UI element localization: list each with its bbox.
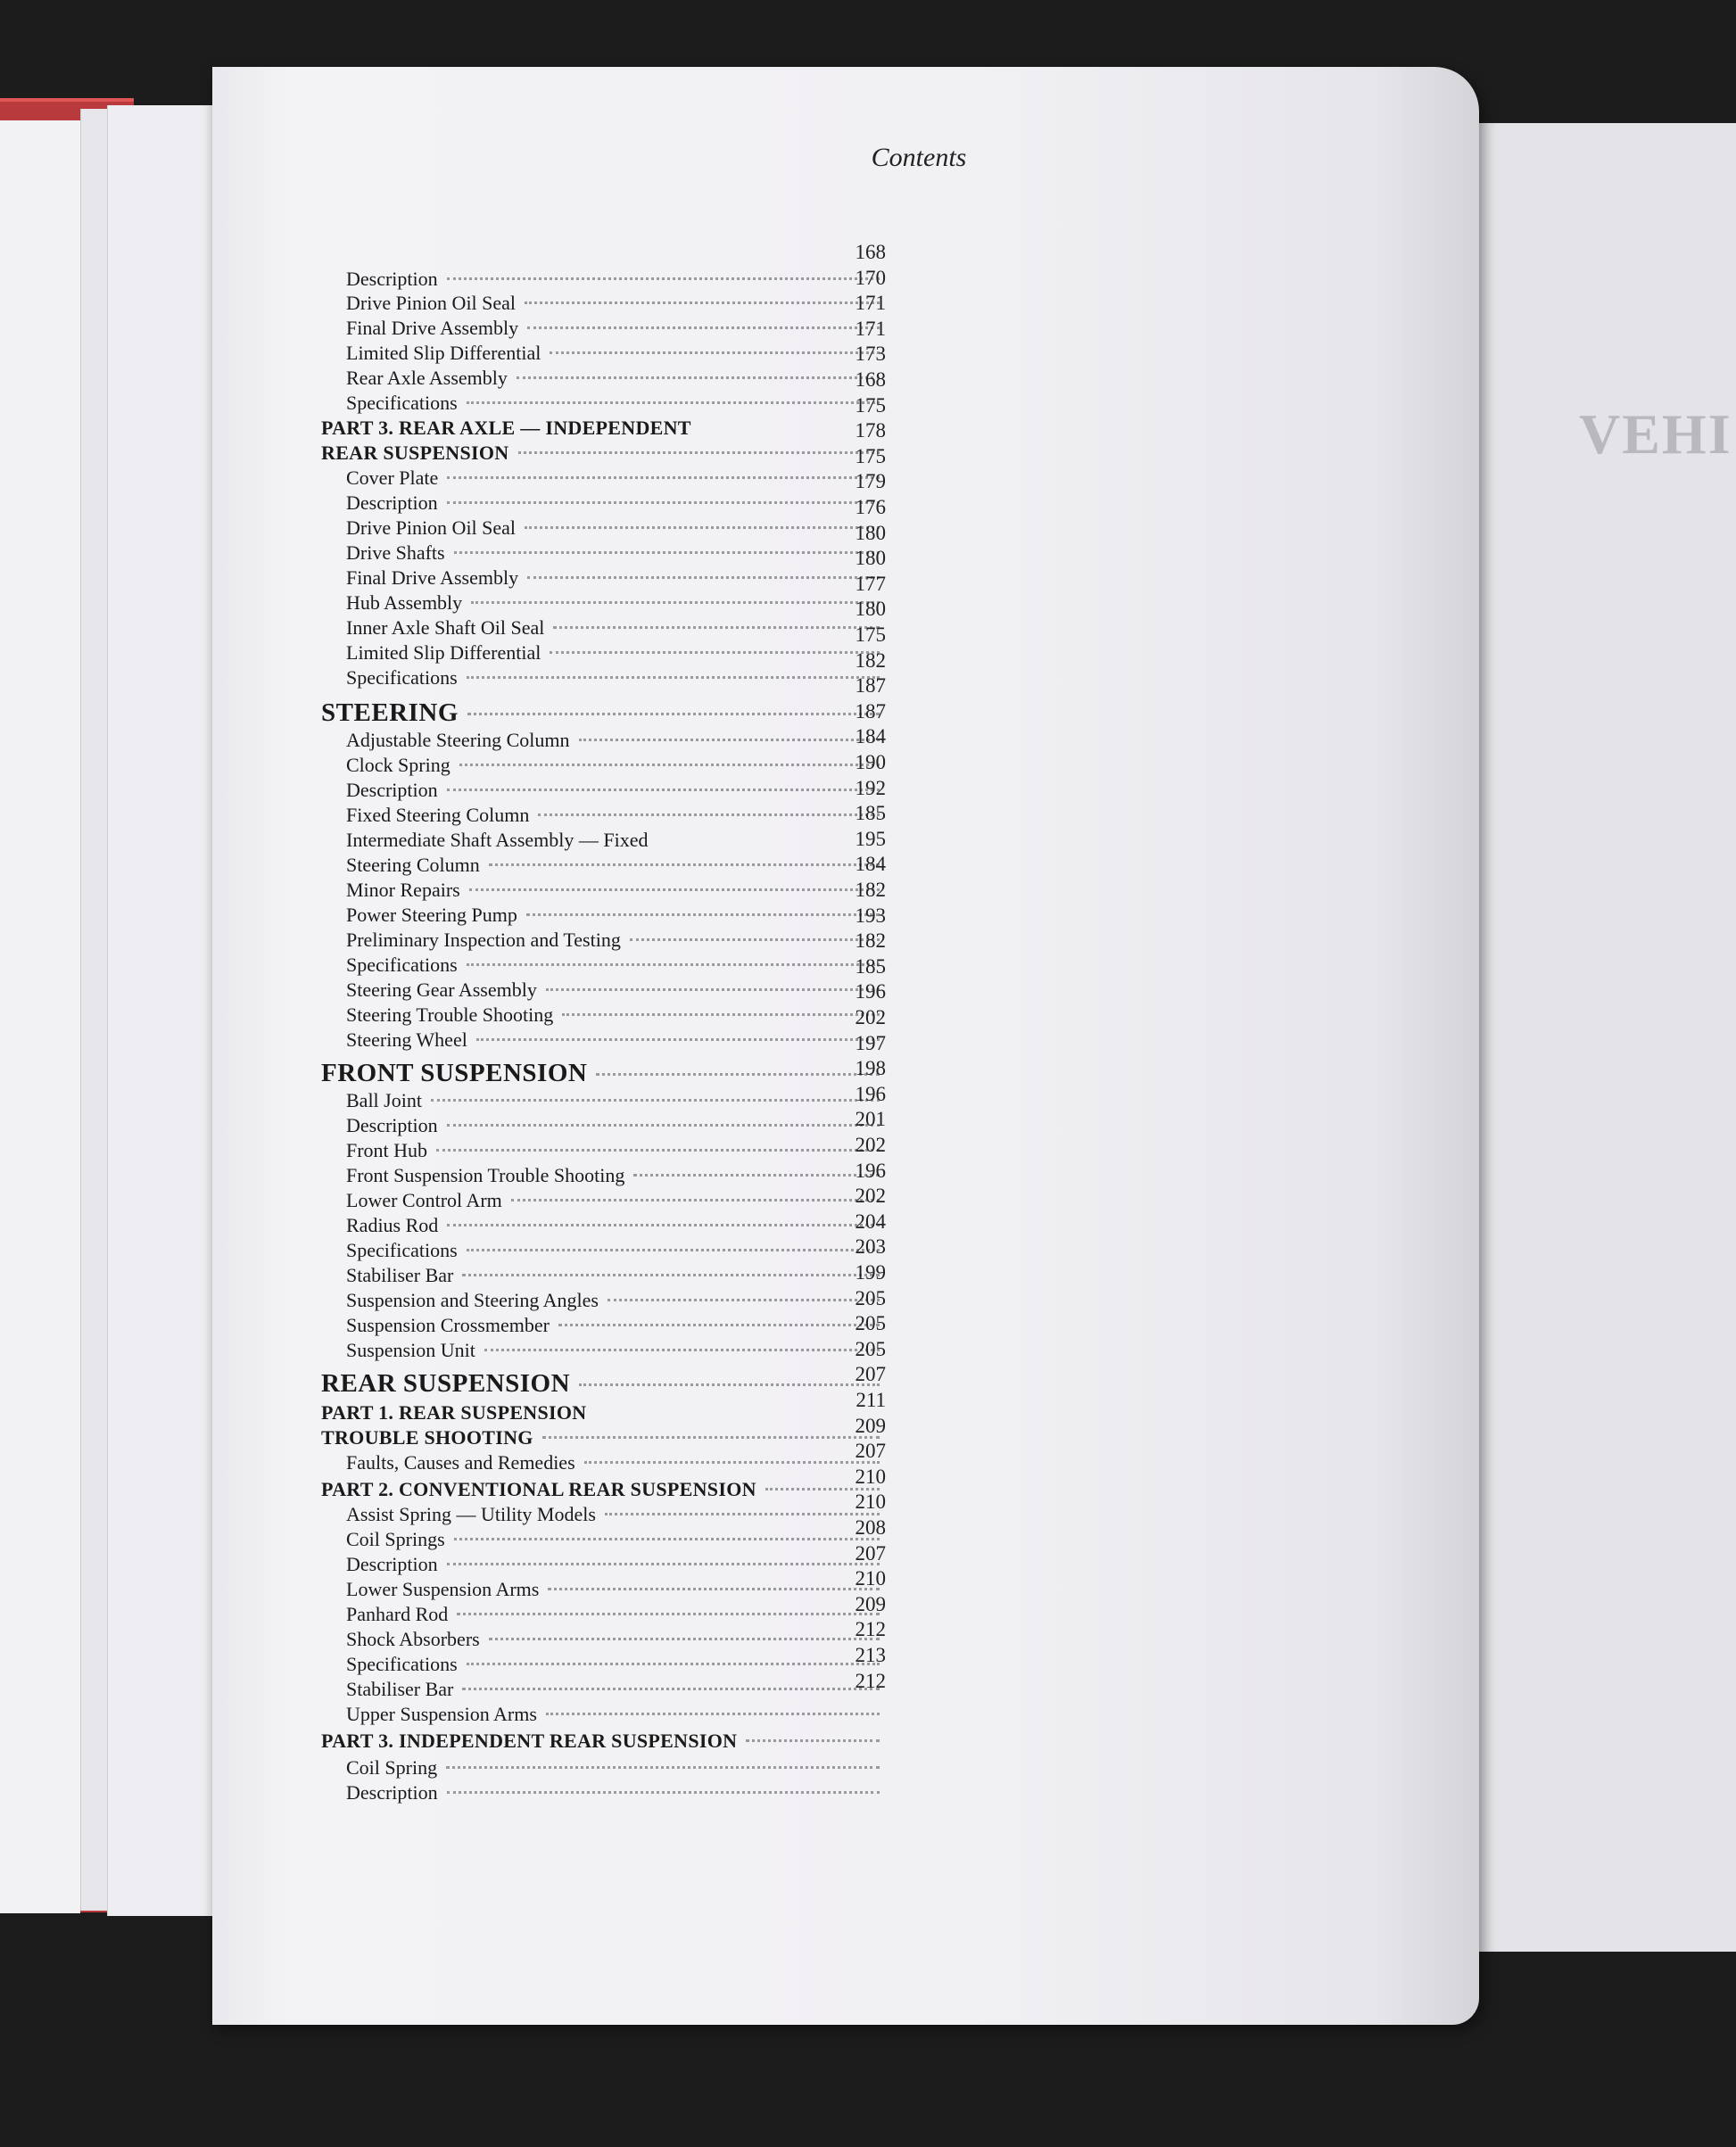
dot-leader [447, 501, 880, 504]
toc-part-heading [321, 1401, 885, 1428]
toc-entry [321, 491, 885, 518]
toc-part-heading [321, 1426, 885, 1453]
dot-leader [447, 1224, 880, 1226]
toc-section-heading [321, 698, 885, 725]
dot-leader [446, 1766, 880, 1769]
page-number: 212 [855, 1618, 886, 1641]
page-number: 210 [855, 1465, 886, 1488]
toc-entry [321, 342, 885, 368]
dot-leader [489, 863, 880, 866]
page-number: 210 [855, 1567, 886, 1590]
dot-leader [462, 1274, 880, 1276]
toc-entry [321, 516, 885, 543]
toc-entry-label: Drive Pinion Oil Seal [346, 516, 517, 539]
toc-entry [321, 1114, 885, 1141]
dot-leader [746, 1739, 880, 1742]
toc-entry-label: Hub Assembly [346, 591, 463, 614]
toc-entry-label: TROUBLE SHOOTING [321, 1426, 533, 1449]
toc-entry [321, 591, 885, 618]
dot-leader [447, 277, 880, 280]
dot-leader [527, 576, 880, 579]
page-number: 199 [855, 1261, 886, 1284]
toc-entry [321, 317, 885, 343]
dot-leader [467, 1249, 880, 1251]
toc-entry [321, 1239, 885, 1266]
toc-section-heading [321, 1369, 885, 1396]
toc-entry-label: Lower Suspension Arms [346, 1578, 540, 1600]
toc-entry-label: Stabiliser Bar [346, 1264, 454, 1286]
toc-entry [321, 954, 885, 980]
page-number: 185 [855, 954, 886, 978]
toc-entry [321, 467, 885, 493]
toc-entry-label: Intermediate Shaft Assembly — Fixed [346, 829, 649, 851]
toc-entry [321, 879, 885, 905]
page-number: 168 [855, 368, 886, 391]
toc-entry-label: Stabiliser Bar [346, 1678, 454, 1700]
toc-entry-label: Specifications [346, 954, 458, 976]
page-number: 178 [855, 419, 886, 442]
toc-entry [321, 1028, 885, 1055]
page-number: 173 [855, 343, 886, 366]
dot-leader [550, 651, 880, 654]
toc-entry-label: Inner Axle Shaft Oil Seal [346, 616, 545, 639]
toc-entry [321, 1189, 885, 1216]
toc-entry-label: Adjustable Steering Column [346, 729, 570, 751]
toc-entry [321, 1628, 885, 1655]
toc-entry-label: Fixed Steering Column [346, 804, 530, 826]
dot-leader [525, 526, 880, 529]
toc-section-heading [321, 1059, 885, 1086]
toc-entry [321, 1756, 885, 1783]
dot-leader [596, 1073, 880, 1076]
toc-entry-label: Description [346, 779, 438, 801]
toc-entry-label: Radius Rod [346, 1214, 439, 1236]
page-number: 187 [855, 699, 886, 723]
page-number: 176 [855, 496, 886, 518]
toc-entry-label: REAR SUSPENSION [321, 1369, 571, 1398]
toc-entry [321, 1339, 885, 1366]
toc-entry-label: Preliminary Inspection and Testing [346, 929, 621, 951]
page-number: 202 [855, 1134, 886, 1156]
toc-entry-label: Panhard Rod [346, 1603, 449, 1625]
page-number: 213 [855, 1644, 886, 1666]
toc-entry-label: Drive Pinion Oil Seal [346, 292, 517, 314]
toc-entry-label: Description [346, 268, 438, 290]
page-number: 202 [855, 1185, 886, 1208]
dot-leader [476, 1038, 880, 1041]
toc-entry [321, 1553, 885, 1580]
dot-leader [518, 451, 880, 454]
dot-leader [548, 1588, 880, 1590]
toc-entry [321, 666, 885, 693]
page-number: 190 [855, 751, 886, 773]
toc-entry-label: Suspension Crossmember [346, 1314, 550, 1336]
page-number: 182 [855, 648, 886, 672]
page-number: 207 [855, 1440, 886, 1463]
toc-entry [321, 1314, 885, 1341]
dot-leader [457, 1613, 880, 1615]
page-number: 205 [855, 1286, 886, 1309]
dot-leader [467, 401, 880, 404]
dot-leader [484, 1349, 880, 1351]
dot-leader [553, 626, 880, 629]
page-edge [80, 109, 108, 1911]
toc-entry [321, 1264, 885, 1291]
toc-part-heading [321, 1478, 885, 1505]
toc-entry-label: PART 1. REAR SUSPENSION [321, 1401, 587, 1424]
toc-entry-label: Description [346, 1553, 438, 1575]
toc-entry-label: Drive Shafts [346, 541, 445, 564]
page-number: 211 [856, 1389, 886, 1411]
dot-leader [538, 813, 880, 816]
toc-entry-label: Suspension and Steering Angles [346, 1289, 599, 1311]
page-number: 192 [855, 776, 886, 799]
dot-leader [447, 789, 880, 791]
toc-entry [321, 1003, 885, 1030]
toc-entry [321, 392, 885, 418]
page-number: 205 [855, 1337, 886, 1360]
toc-entry-label: Description [346, 1114, 438, 1136]
dot-leader [546, 1713, 880, 1715]
page-number: 180 [855, 547, 886, 570]
toc-entry-label: REAR SUSPENSION [321, 442, 509, 464]
dot-leader [469, 888, 880, 891]
toc-part-heading [321, 417, 885, 443]
toc-entry [321, 754, 885, 780]
toc-entry [321, 729, 885, 756]
ghost-text: VEHI [1579, 402, 1732, 466]
dot-leader [447, 476, 880, 479]
page-number: 195 [855, 827, 886, 850]
page-number: 175 [855, 623, 886, 646]
toc-entry-label: Clock Spring [346, 754, 451, 776]
dot-leader [584, 1461, 880, 1464]
toc-entry [321, 1603, 885, 1630]
toc-entry-label: Final Drive Assembly [346, 566, 519, 589]
toc-entry-label: Specifications [346, 666, 458, 689]
dot-leader [526, 913, 880, 916]
toc-entry [321, 904, 885, 930]
toc-entry-label: Lower Control Arm [346, 1189, 502, 1211]
toc-entry-label: STEERING [321, 698, 459, 727]
toc-entry [321, 854, 885, 880]
toc-entry-label: Minor Repairs [346, 879, 460, 901]
dot-leader [454, 551, 880, 554]
page-number: 175 [855, 393, 886, 417]
page-number: 177 [855, 572, 886, 595]
toc-entry [321, 566, 885, 593]
page-number: 171 [855, 317, 886, 340]
dot-leader [546, 988, 880, 991]
page-number: 187 [855, 674, 886, 698]
page-number: 203 [855, 1235, 886, 1259]
toc-entry-label: Steering Trouble Shooting [346, 1003, 554, 1026]
page-number: 209 [855, 1414, 886, 1437]
dot-leader [467, 1663, 880, 1665]
toc-entry-label: Cover Plate [346, 467, 439, 489]
dot-leader [605, 1513, 880, 1515]
page-number: 207 [855, 1541, 886, 1565]
toc-entry-label: Specifications [346, 1653, 458, 1675]
toc-entry-label: Final Drive Assembly [346, 317, 519, 339]
toc-entry [321, 979, 885, 1005]
toc-entry [321, 829, 885, 855]
page-number: 182 [855, 879, 886, 901]
toc-entry [321, 641, 885, 668]
page-number: 175 [855, 444, 886, 467]
toc-entry [321, 1139, 885, 1166]
page-number: 210 [855, 1491, 886, 1514]
dot-leader [447, 1124, 880, 1127]
toc-entry-label: Coil Spring [346, 1756, 438, 1779]
page-number: 212 [855, 1669, 886, 1692]
toc-entry [321, 1781, 885, 1808]
page-number: 196 [855, 980, 886, 1003]
page-number: 180 [855, 521, 886, 544]
page-number: 205 [855, 1312, 886, 1335]
dot-leader [511, 1199, 880, 1201]
toc-entry [321, 268, 885, 294]
dot-leader [436, 1149, 880, 1152]
page-number: 204 [855, 1210, 886, 1233]
dot-leader [558, 1324, 880, 1326]
toc-entry [321, 1678, 885, 1705]
dot-leader [489, 1638, 880, 1640]
page-number: 170 [855, 266, 886, 289]
opposite-page [1463, 123, 1736, 1952]
toc-entry-label: Steering Column [346, 854, 480, 876]
dot-leader [608, 1299, 880, 1301]
dot-leader [525, 301, 880, 304]
page-edge [0, 120, 80, 1913]
dot-leader [550, 351, 880, 354]
dot-leader [459, 764, 880, 766]
toc-entry-label: FRONT SUSPENSION [321, 1059, 588, 1087]
toc-entry [321, 616, 885, 643]
page-number: 193 [855, 904, 886, 927]
toc-entry-label: Ball Joint [346, 1089, 422, 1111]
dot-leader [471, 601, 880, 604]
page-number: 207 [855, 1363, 886, 1386]
dot-leader [517, 376, 880, 379]
page-number: 209 [855, 1592, 886, 1615]
dot-leader [579, 739, 880, 741]
toc-entry-label: Rear Axle Assembly [346, 367, 508, 389]
toc-entry [321, 367, 885, 393]
toc-entry-label: PART 2. CONVENTIONAL REAR SUSPENSION [321, 1478, 756, 1500]
page-number: 182 [855, 929, 886, 953]
toc-entry [321, 1528, 885, 1555]
toc-entry [321, 1089, 885, 1116]
dot-leader [467, 713, 880, 715]
dot-leader [467, 963, 880, 966]
dot-leader [447, 1563, 880, 1565]
toc-entry [321, 1703, 885, 1730]
toc-entry-label: Faults, Causes and Remedies [346, 1451, 575, 1474]
toc-entry-label: Power Steering Pump [346, 904, 517, 926]
dot-leader [447, 1791, 880, 1794]
page-number: 196 [855, 1159, 886, 1182]
toc-entry-label: PART 3. REAR AXLE — INDEPENDENT [321, 417, 691, 439]
toc-part-heading [321, 1730, 885, 1756]
toc-entry [321, 776, 886, 805]
page-number: 184 [855, 725, 886, 748]
page-edge [107, 105, 213, 1916]
toc-entry-label: Steering Wheel [346, 1028, 467, 1051]
toc-entry-label: Suspension Unit [346, 1339, 475, 1361]
dot-leader [562, 1013, 880, 1016]
toc-part-heading [321, 442, 885, 468]
toc-entry [321, 1653, 885, 1680]
toc-entry-label: Upper Suspension Arms [346, 1703, 537, 1725]
dot-leader [579, 1383, 880, 1386]
page-number: 184 [855, 853, 886, 876]
toc-entry-label: Specifications [346, 392, 458, 414]
dot-leader [462, 1688, 880, 1690]
page-number: 197 [855, 1031, 886, 1054]
toc-entry-label: Shock Absorbers [346, 1628, 480, 1650]
toc-entry [321, 292, 885, 318]
toc-entry-label: Front Suspension Trouble Shooting [346, 1164, 625, 1186]
dot-leader [630, 938, 880, 941]
toc-entry-label: Front Hub [346, 1139, 428, 1161]
toc-entry-label: Limited Slip Differential [346, 342, 541, 364]
page-number: 196 [855, 1082, 886, 1105]
toc-entry-label: Steering Gear Assembly [346, 979, 537, 1001]
page-number: 171 [855, 292, 886, 315]
toc-entry [321, 804, 885, 830]
toc-entry-label: Specifications [346, 1239, 458, 1261]
page-number: 168 [855, 241, 886, 263]
toc-entry-label: Description [346, 491, 438, 514]
toc-entry [321, 929, 885, 955]
dot-leader [454, 1538, 880, 1540]
page-number: 179 [855, 470, 886, 493]
page-number: 185 [855, 802, 886, 825]
toc-entry-label: Assist Spring — Utility Models [346, 1503, 596, 1525]
dot-leader [431, 1099, 880, 1102]
page-number: 201 [855, 1108, 886, 1131]
toc-entry [321, 1451, 885, 1478]
page-title: Contents [871, 143, 967, 172]
page-number: 198 [855, 1057, 886, 1080]
dot-leader [467, 676, 880, 679]
toc-entry-label: Description [346, 1781, 438, 1804]
page-number: 202 [855, 1006, 886, 1028]
toc-entry [321, 1578, 885, 1605]
toc-entry-label: Limited Slip Differential [346, 641, 541, 664]
toc-entry-label: PART 3. INDEPENDENT REAR SUSPENSION [321, 1730, 738, 1752]
toc-entry [321, 1286, 886, 1316]
page-number: 208 [855, 1516, 886, 1539]
toc-entry [321, 1214, 885, 1241]
toc-entry [321, 1503, 885, 1530]
toc-entry-label: Coil Springs [346, 1528, 445, 1550]
dot-leader [527, 326, 880, 329]
toc-entry [321, 1164, 885, 1191]
page-number: 180 [855, 598, 886, 621]
toc-entry [321, 541, 885, 568]
dot-leader [542, 1436, 880, 1439]
